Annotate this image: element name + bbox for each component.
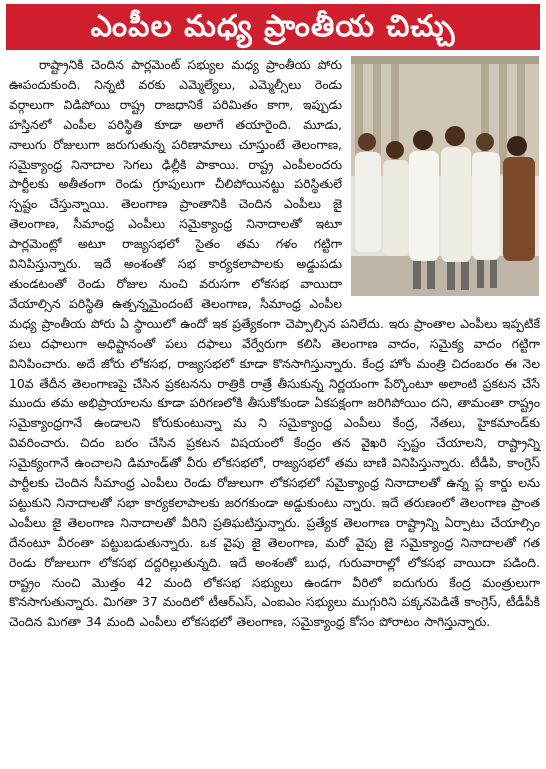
article-body xyxy=(9,55,540,632)
photo-spacer xyxy=(348,55,540,297)
article-text: రాష్ట్రానికి చెందిన పార్లమెంట్ సభ్యుల మధ్య ప్రాంతీయ పోరు ఊపందుకుంది. నిన్నటి వరకు ఎమ్మెల్యేలు, ఎమ్మెల్సీలు రెండు వర్గాలుగా విడిపోయి రాష్ట్ర రాజధానికే పరిమితం కాగా, ఇప్పుడు హస్తినలో ఎంపీల పరిస్థితి కూడా అలాగే తయారైంది. మూడు, నాలుగు రోజులుగా జరుగుతున్న పరిణామాలు చూస్తుంటే తెలంగాణ, సమైక్యాంధ్ర నినాదాల సెగలు ఢిల్లీకి పాకాయి. రాష్ట్ర ఎంపీలందరు పార్టీలకు అతీతంగా రెండు గ్రూపులుగా చీలిపోయినట్టు పరిస్థితులే స్పష్టం చేస్తున్నాయి. తెలంగాణ ప్రాంతానికి చెందిన ఎంపీలు జై తెలంగాణ, సీమాంధ్ర ఎంపీలు సమైక్యాంధ్ర నినాదాలతో ఇటూ పార్లమెంట్లో అటూ రాజ్యసభలో సైతం తమ గళం గట్టిగా వినిపిస్తున్నారు. ఇదే అంశంతో సభ కార్యకలాపాలకు అడ్డుపడు తుండటంతో రెండు రోజుల నుంచి వరుసగా లోకసభ వాయిదా వేయాల్సిన పరిస్థితి ఉత్పన్నమైందంటే తెలంగాణ, సీమాంధ్ర ఎంపీల మధ్య ప్రాంతీయ పోరు ఏ స్థాయిలో ఉందో ఇక ప్రత్యేకంగా చెప్పాల్సిన పనిలేదు. ఇరు ప్రాంతాల ఎంపీలు ఇప్పటికే పలు దఫాలుగా అధిష్టానంతో పలు దఫాలు వేర్వేరుగా కలిసి తెలంగాణ వాదం, సమైక్య వాదం గట్టిగా వినిపించారు. అదే జోరు లోకసభ, రాజ్యసభలో కూడా కొనసాగిస్తున్నారు. కేంద్ర హోం మంత్రి చిదంబరం ఈ నెల 10వ తేదీన తెలంగాణపై చేసిన ప్రకటనను రాత్రికి రాత్రే తీసుకున్న నిర్ణయంగా పేర్కొంటూ అలాంటి ప్రకటన చేసే ముందు తమ అభిప్రాయాలను కూడా పరిగణలోకి తీసుకోకుండా ఏకపక్షంగా జరిగిపోయిం దని, తామంతా రాష్ట్రం సమైక్యాంధ్రగానే ఉండాలని కోరుకుంటున్నా మ ని సమైక్యాంధ్ర ఎంపీలు కేంద్ర, నేతలు, హైకమాండ్‌కు వివరించారు. చిదం బరం చేసిన ప్రకటన విషయంలో కేంద్రం తన వైఖరి స్పష్టం చేయాలని, రాష్ట్రాన్ని సమైక్యంగానే ఉంచాలని డిమాండ్‌తో వీరు లోకసభలో, రాజ్యసభలో తమ బాణి వినిపిస్తున్నారు. టీడీపి, కాంగ్రెస్ పార్టీలకు చెందిన సీమాంధ్ర ఎంపీలు రెండు రోజులుగా లోకసభలో సమైక్యాంధ్ర నినాదాలతో ఉన్న ప్ల కార్డు లను పట్టుకుని నినాదాలతో సభా కార్యకలాపాలకు జరగకుండా అడ్డుకుంటు న్నారు. ఇదే తరుణంలో తెలంగాణ ప్రాంత ఎంపీలు జై తెలంగాణ నినాదాలతో వీరిని ప్రతిఘటిస్తున్నారు. ప్రత్యేక తెలంగాణ రాష్ట్రాన్ని ఏర్పాటు చేయాల్సిం దేనంటూ వీరంతా పట్టుబడుతున్నారు. ఒక వైపు జై తెలంగాణ, మరో వైపు జై సమైక్యాంధ్ర నినాదాలతో గత రెండు రోజులుగా లోకసభ దద్దరిల్లుతున్నది. ఇదే అంశంతో బుధ, గురువారాల్లో లోకసభ వాయిదా పడింది. రాష్ట్రం నుంచి మొత్తం 42 మంది లోకసభ సభ్యులు ఉండగా వీరిలో ఐదుగురు కేంద్ర మంత్రులుగా కొనసాగుతున్నారు. మిగతా 37 మందిలో టీఆర్ఎస్, ఎంఐఎం సభ్యులు ముగ్గురిని పక్కనపెడితే కాంగ్రెస్, టీడీపీకి చెందిన మిగతా 34 మంది ఎంపీలు లోకసభలో తెలంగాణ, సమైక్యాంధ్ర కోసం పోరాటం సాగిస్తున్నారు. xyxy=(9,57,540,630)
headline: ఎంపీల మధ్య ప్రాంతీయ చిచ్చు xyxy=(6,4,540,50)
